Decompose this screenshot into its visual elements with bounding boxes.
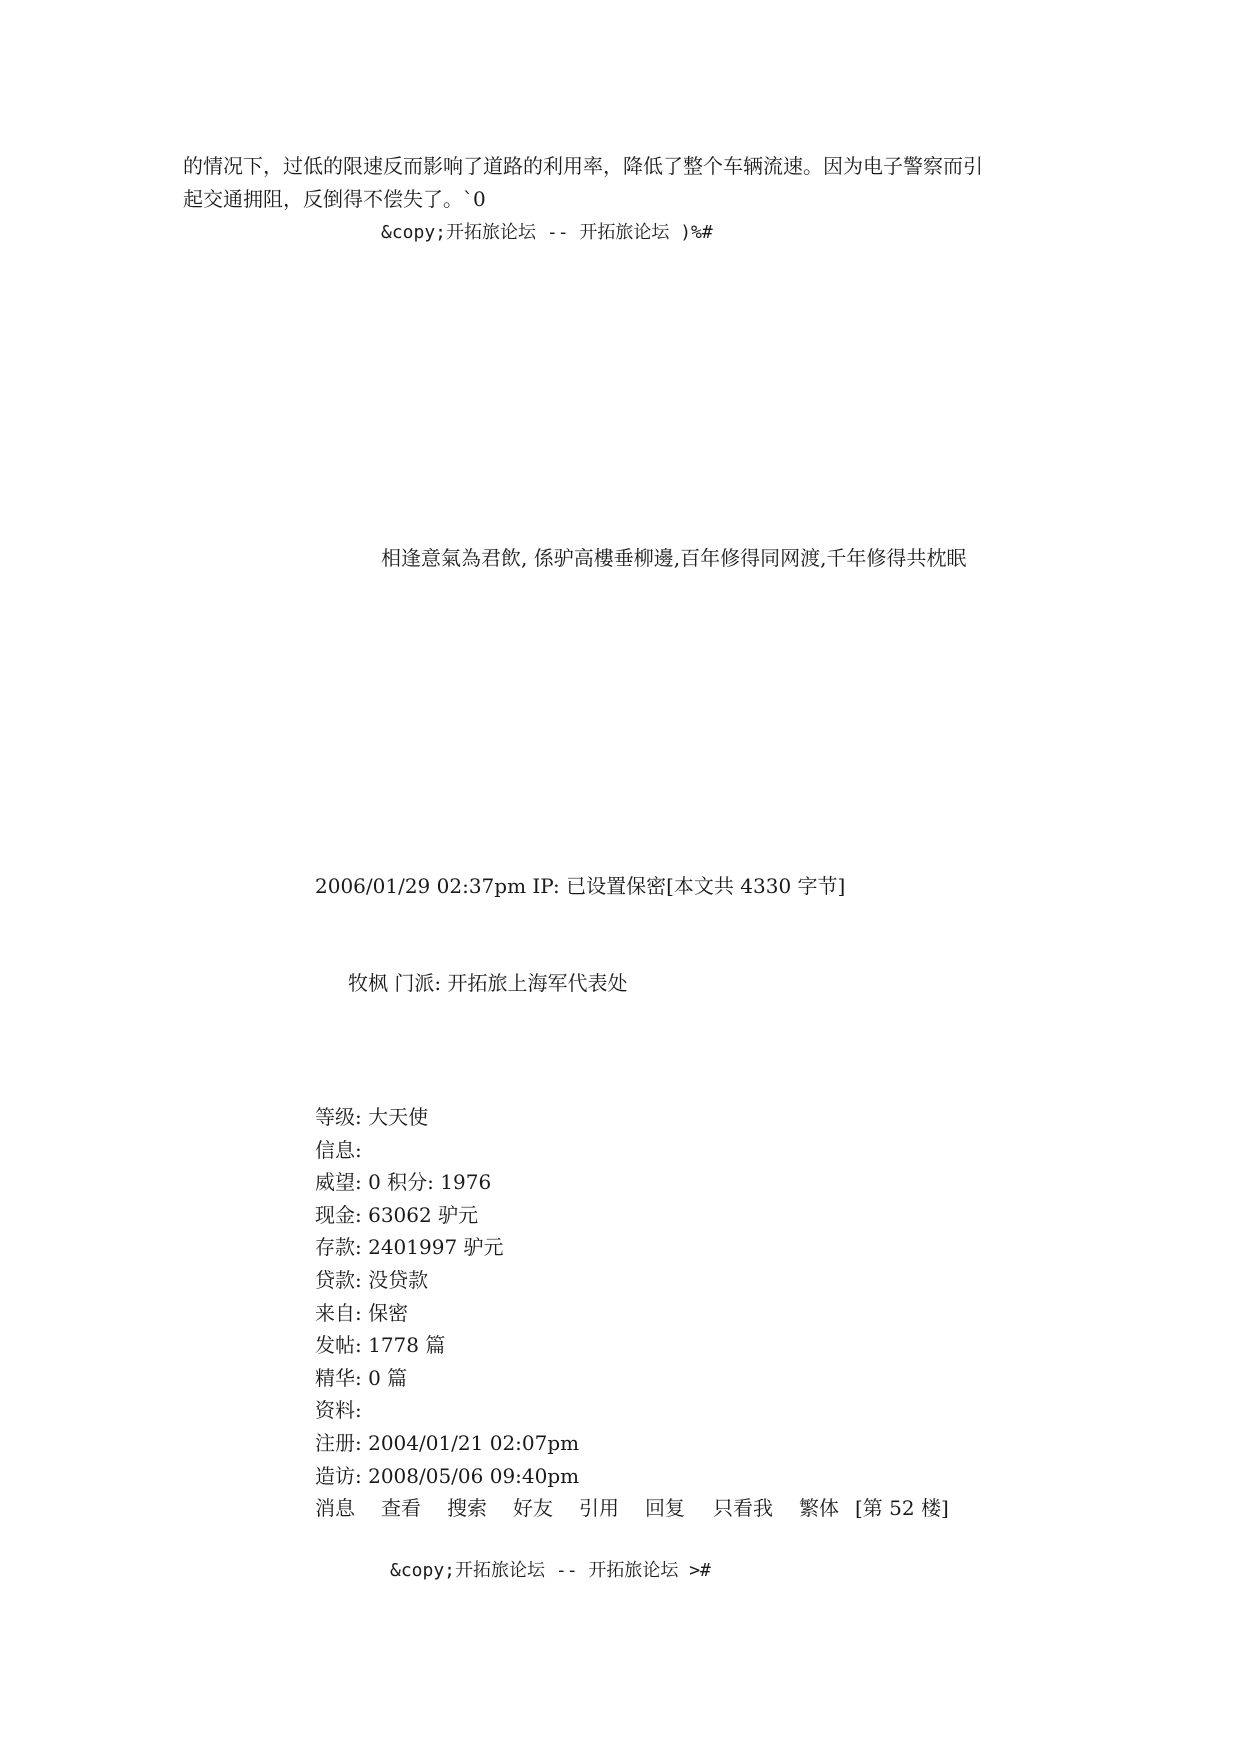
profile-registered: 注册: 2004/01/21 02:07pm [315,1430,580,1455]
body-text-line-1: 的情况下，过低的限速反而影响了道路的利用率，降低了整个车辆流速。因为电子警察而引 [183,154,983,178]
post-actions [315,1492,949,1525]
profile-posts: 发帖: 1778 篇 [315,1333,446,1358]
quote-link[interactable]: 引用 [579,1496,619,1521]
profile-prestige: 威望: 0 积分: 1976 [315,1170,492,1195]
copyright-footer-bottom: &copy;开拓旅论坛 -- 开拓旅论坛 ># [390,1560,711,1581]
friend-link[interactable]: 好友 [513,1496,553,1521]
profile-rank: 等级: 大天使 [315,1105,429,1129]
profile-digest: 精华: 0 篇 [315,1365,408,1390]
profile-last-visit: 造访: 2008/05/06 09:40pm [315,1463,580,1488]
profile-from: 来自: 保密 [315,1300,409,1325]
copyright-footer-top: &copy;开拓旅论坛 -- 开拓旅论坛 )%# [381,222,713,243]
floor-number: [第 52 楼] [855,1496,949,1521]
profile-cash: 现金: 63062 驴元 [315,1202,479,1227]
author-line: 牧枫 门派: 开拓旅上海军代表处 [348,971,628,995]
user-profile [315,1101,949,1525]
profile-loan: 贷款: 没贷款 [315,1267,429,1292]
profile-deposit: 存款: 2401997 驴元 [315,1235,504,1260]
signature: 相逢意氣為君飲, 係驴高樓垂柳邊,百年修得同网渡,千年修得共枕眠 [381,546,967,570]
view-link[interactable]: 查看 [381,1496,421,1521]
body-text-line-2: 起交通拥阻，反倒得不偿失了。`0 [183,187,486,211]
profile-info: 信息: [315,1137,362,1162]
message-link[interactable]: 消息 [315,1496,355,1521]
reply-link[interactable]: 回复 [645,1496,685,1521]
traditional-link[interactable]: 繁体 [799,1496,839,1521]
search-link[interactable]: 搜索 [447,1496,487,1521]
only-me-link[interactable]: 只看我 [713,1496,773,1521]
post-meta: 2006/01/29 02:37pm IP: 已设置保密[本文共 4330 字节] [315,874,846,898]
profile-data: 资料: [315,1398,362,1423]
